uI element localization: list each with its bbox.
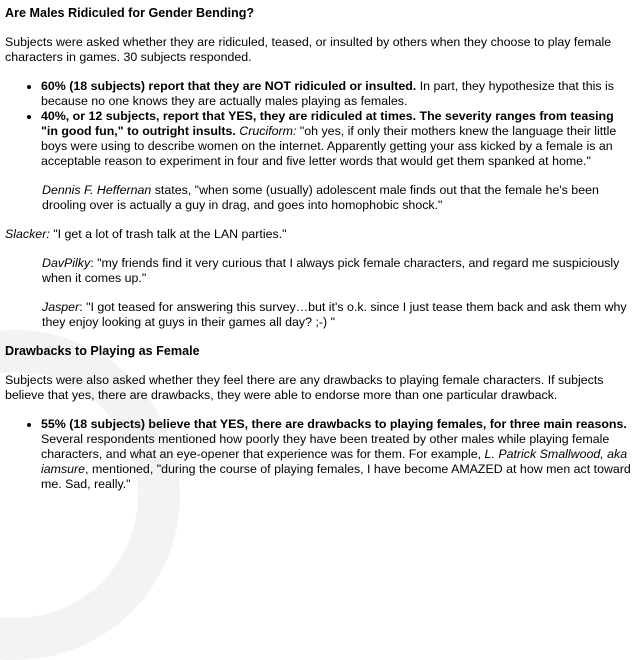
section-intro-drawbacks: Subjects were also asked whether they feel there are any drawbacks to playing female characters. If subjects believe that yes, there are drawbacks, they were able to endorse more than one particular drawback. <box>5 373 604 402</box>
list-item <box>41 109 634 169</box>
quote-speaker: Cruciform: <box>239 124 297 138</box>
list-item <box>41 79 634 109</box>
bullet-text: Several respondents mentioned how poorly they have been treated by other males while playing female characters, and what an eye-opener that experience was for them. For example, <box>41 432 610 461</box>
quote-text: : "I got teased for answering this survey…but it's o.k. since I just tease them back and ask them why they enjoy looking at guys in their games all day? ;-) " <box>42 300 627 329</box>
quote-text: : "my friends find it very curious that I always pick female characters, and regard me suspiciously when it comes up." <box>42 256 620 285</box>
quote-slacker <box>5 227 634 242</box>
section-intro-ridiculed: Subjects were asked whether they are ridiculed, teased, or insulted by others when they choose to play female characters in games. 30 subjects responded. <box>5 35 612 64</box>
quote-text: , mentioned, "during the course of playing females, I have become AMAZED at how men act toward me. Sad, really." <box>41 462 631 491</box>
quote-text: "oh yes, if only their mothers knew the language their little boys were using to describe women on the internet. Apparently getting your ass kicked by a female is an acceptable reason to experiment in four and five letter words that would get them spanked at home." <box>41 124 617 168</box>
bullet-bold-text: 55% (18 subjects) believe that YES, there are drawbacks to playing females, for three main reasons. <box>41 417 627 431</box>
drawbacks-bullet-list <box>5 417 634 492</box>
ridiculed-bullet-list <box>5 79 634 169</box>
quote-jasper <box>42 300 634 330</box>
list-item <box>41 417 634 492</box>
bullet-text: In part, they hypothesize that this is because no one knows they are actually males playing as females. <box>41 79 614 108</box>
quote-speaker: Jasper <box>42 300 80 314</box>
bullet-bold-text: 40%, or 12 subjects, report that YES, they are ridiculed at times. The severity ranges from teasing "in good fun," to outright insults. <box>41 109 614 138</box>
quote-heffernan <box>42 183 634 213</box>
quote-davpilky <box>42 256 634 286</box>
quote-speaker: Slacker: <box>5 227 50 241</box>
bullet-bold-text: 60% (18 subjects) report that they are NOT ridiculed or insulted. <box>41 79 417 93</box>
quote-speaker: DavPilky <box>42 256 91 270</box>
quote-speaker: Dennis F. Heffernan <box>42 183 152 197</box>
quote-text: states, "when some (usually) adolescent male finds out that the female he's been drooling over is actually a guy in drag, and goes into homophobic shock." <box>42 183 599 212</box>
quote-text: "I get a lot of trash talk at the LAN parties." <box>49 227 287 241</box>
section-heading-ridiculed: Are Males Ridiculed for Gender Bending? <box>5 6 255 20</box>
quote-speaker: L. Patrick Smallwood, aka iamsure <box>41 447 628 476</box>
section-heading-drawbacks: Drawbacks to Playing as Female <box>5 344 200 358</box>
